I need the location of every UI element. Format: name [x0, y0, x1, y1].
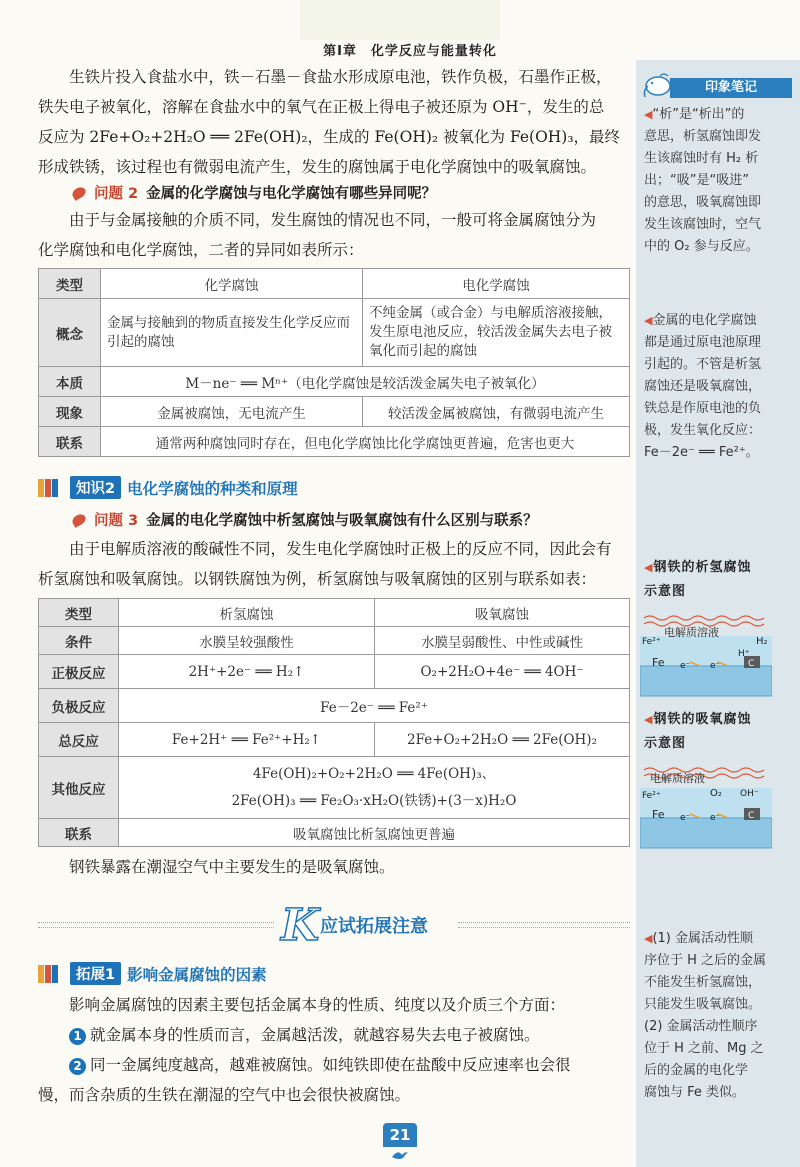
note-line: 出；“吸”是“吸进”: [644, 173, 749, 188]
table-cell: Fe－2e⁻ ══ Fe²⁺: [119, 689, 630, 723]
table-header: 类型: [39, 599, 119, 627]
table-row: [39, 599, 630, 627]
table-cell: 水膜呈较强酸性: [119, 627, 375, 655]
table-row: [39, 427, 630, 457]
table-row: [39, 299, 630, 367]
note-line: (2) 金属活动性顺序: [644, 1019, 758, 1034]
table-cell: Fe+2H⁺ ══ Fe²⁺+H₂↑: [119, 723, 375, 757]
sidebar-title: 印象笔记: [670, 78, 792, 98]
book-icon: [38, 479, 64, 497]
table-cell: 通常两种腐蚀同时存在，但电化学腐蚀比化学腐蚀更普遍，危害也更大: [101, 427, 630, 457]
section-tag: 知识2: [70, 476, 121, 499]
intro-paragraph: [38, 62, 630, 182]
note-line: Fe－2e⁻ ══ Fe²⁺。: [644, 445, 759, 460]
ion-label: Fe²⁺: [642, 637, 661, 647]
bird-icon: [390, 1149, 410, 1161]
gas-label: O₂: [710, 788, 722, 799]
list-item-text: 同一金属纯度越高，越难被腐蚀。如纯铁即使在盐酸中反应速率也会很: [90, 1056, 571, 1074]
note-line: 中的 O₂ 参与反应。: [644, 239, 759, 254]
question-text: 金属的电化学腐蚀中析氢腐蚀与吸氧腐蚀有什么区别与联系？: [146, 513, 538, 529]
ext1-body: [38, 990, 630, 1110]
question-text: 金属的化学腐蚀与电化学腐蚀有哪些异同呢？: [146, 186, 437, 202]
iron-label: Fe: [652, 656, 665, 669]
corrosion-comparison-table: [38, 268, 630, 457]
intro-line: 生铁片投入食盐水中，铁－石墨－食盐水形成原电池，铁作负极，石墨作正极，: [69, 68, 612, 86]
section-banner: [38, 900, 630, 950]
wave-line: [644, 616, 764, 620]
intro-line: 铁失电子被氧化，溶解在食盐水中的氧气在正极上得电子被还原为 OH⁻，发生的总: [38, 98, 605, 116]
note-line: 极，发生氧化反应：: [644, 423, 762, 438]
table-row: [39, 367, 630, 397]
gas-label: H₂: [756, 636, 768, 647]
note-line: 引起的。不管是析氢: [644, 357, 762, 372]
chapter-header: 第Ⅰ章 化学反应与能量转化: [323, 44, 497, 59]
dotted-divider: [38, 922, 274, 928]
table-header: 现象: [39, 397, 101, 427]
number-badge: 2: [69, 1058, 86, 1075]
electron-label: e⁻: [680, 813, 691, 823]
table-header: 联系: [39, 427, 101, 457]
note-line: 腐蚀还是吸氧腐蚀，: [644, 379, 762, 394]
note-line: 生该腐蚀时有 H₂ 析: [644, 151, 759, 166]
iron-layer: [640, 818, 772, 848]
table-cell: O₂+2H₂O+4e⁻ ══ 4OH⁻: [375, 655, 630, 689]
page-number: 21: [383, 1123, 417, 1147]
paragraph-line: 由于电解质溶液的酸碱性不同，发生电化学腐蚀时正极上的反应不同，因此会有: [69, 540, 612, 558]
elephant-icon: [640, 70, 674, 100]
carbon-label: C: [748, 811, 755, 821]
electron-label: e⁻: [680, 661, 691, 671]
table-cell: 化学腐蚀: [101, 269, 363, 299]
solution-label: 电解质溶液: [664, 626, 719, 639]
table-cell: 不纯金属（或合金）与电解质溶液接触，发生原电池反应，较活泼金属失去电子被氧化而引起的腐蚀: [363, 299, 630, 367]
paragraph-line: 化学腐蚀和电化学腐蚀，二者的异同如表所示：: [38, 241, 364, 259]
table-row: [39, 655, 630, 689]
table-cell: 较活泼金属被腐蚀，有微弱电流产生: [363, 397, 630, 427]
diagram-title-oxygen: ◀钢铁的吸氧腐蚀 示意图: [644, 708, 794, 756]
note-line: 腐蚀与 Fe 类似。: [644, 1085, 746, 1100]
ion-label: Fe²⁺: [642, 791, 661, 801]
equation-line: 4Fe(OH)₂+O₂+2H₂O ══ 4Fe(OH)₃、: [252, 765, 496, 782]
hydrogen-corrosion-diagram: [640, 610, 772, 698]
title-line: 示意图: [644, 736, 687, 751]
table-header: 其他反应: [39, 757, 119, 819]
electron-label: e⁻: [710, 661, 721, 671]
table-header: 总反应: [39, 723, 119, 757]
paragraph-line: 析氢腐蚀和吸氧腐蚀。以钢铁腐蚀为例，析氢腐蚀与吸氧腐蚀的区别与联系如表：: [38, 570, 597, 588]
table-header: 概念: [39, 299, 101, 367]
note-line: 后的金属的电化学: [644, 1063, 749, 1078]
iron-label: Fe: [652, 808, 665, 821]
section-title: 电化学腐蚀的种类和原理: [127, 479, 298, 498]
table-header: 负极反应: [39, 689, 119, 723]
title-line: 钢铁的吸氧腐蚀: [653, 712, 752, 727]
number-badge: 1: [69, 1028, 86, 1045]
table-row: [39, 819, 630, 847]
table-cell: 金属被腐蚀，无电流产生: [101, 397, 363, 427]
header-decoration: [300, 0, 500, 40]
question-label: 问题 3: [94, 513, 139, 529]
ion-label: H⁺: [738, 649, 750, 659]
table-cell: 析氢腐蚀: [119, 599, 375, 627]
list-item: [38, 1020, 630, 1050]
hydrogen-oxygen-corrosion-table: [38, 598, 630, 847]
note-line: 不能发生析氢腐蚀，: [644, 975, 762, 990]
note-line: 位于 H 之前、Mg 之: [644, 1041, 764, 1056]
note-line: 发生该腐蚀时，空气: [644, 217, 762, 232]
paragraph-line: 由于与金属接触的介质不同，发生腐蚀的情况也不同，一般可将金属腐蚀分为: [69, 211, 597, 229]
note-line: 都是通过原电池原理: [644, 335, 762, 350]
title-line: 示意图: [644, 584, 687, 599]
table-header: 联系: [39, 819, 119, 847]
table-row: [39, 269, 630, 299]
table-cell: 电化学腐蚀: [363, 269, 630, 299]
table-cell: 2H⁺+2e⁻ ══ H₂↑: [119, 655, 375, 689]
table-cell: [119, 757, 630, 819]
note-line: 意思，析氢腐蚀即发: [644, 129, 762, 144]
solution-label: 电解质溶液: [650, 772, 705, 785]
note-line: “析”是“析出”的: [652, 107, 745, 122]
table-cell: 金属与接触到的物质直接发生化学反应而引起的腐蚀: [101, 299, 363, 367]
table-row: [39, 757, 630, 819]
paragraph-line: 影响金属腐蚀的因素主要包括金属本身的性质、纯度以及介质三个方面：: [69, 996, 566, 1014]
table-header: 正极反应: [39, 655, 119, 689]
section-heading-ext1: [38, 962, 267, 985]
oxygen-corrosion-diagram: [640, 762, 772, 850]
dotted-divider: [458, 922, 630, 928]
intro-line: 形成铁锈，该过程也有微弱电流产生，发生的腐蚀属于电化学腐蚀中的吸氧腐蚀。: [38, 158, 597, 176]
table-cell: 吸氧腐蚀比析氢腐蚀更普遍: [119, 819, 630, 847]
table-header: 类型: [39, 269, 101, 299]
sidebar-header: [636, 70, 800, 100]
electron-label: e⁻: [710, 813, 721, 823]
iron-layer: [640, 666, 772, 696]
note-line: 只能发生吸氧腐蚀。: [644, 997, 762, 1012]
table-header: 条件: [39, 627, 119, 655]
sidebar-note-3: ◀(1) 金属活动性顺 序位于 H 之后的金属 不能发生析氢腐蚀， 只能发生吸氧腐蚀。 (2) 金属活动性顺序 位于 H 之前、Mg 之 后的金属的电化学 腐蚀与 Fe 类似。: [644, 928, 792, 1104]
table-row: [39, 689, 630, 723]
question-2: [72, 182, 436, 203]
intro-line: 反应为 2Fe+O₂+2H₂O ══ 2Fe(OH)₂，生成的 Fe(OH)₂ 被氧化为 Fe(OH)₃，最终: [38, 128, 621, 146]
q2-paragraph: [38, 205, 630, 265]
note-line: (1) 金属活动性顺: [652, 931, 754, 946]
section-heading-2: [38, 476, 298, 499]
carbon-label: C: [748, 659, 755, 669]
book-icon: [38, 965, 64, 983]
ion-label: OH⁻: [740, 789, 759, 799]
section-title: 影响金属腐蚀的因素: [127, 965, 267, 984]
note-line: 铁总是作原电池的负: [644, 401, 762, 416]
title-line: 钢铁的析氢腐蚀: [653, 560, 752, 575]
table-cell: 2Fe+O₂+2H₂O ══ 2Fe(OH)₂: [375, 723, 630, 757]
q3-paragraph: [38, 534, 630, 594]
leaf-icon: [70, 185, 87, 201]
table-row: [39, 723, 630, 757]
table-cell: 吸氧腐蚀: [375, 599, 630, 627]
list-item: [38, 1050, 630, 1080]
paragraph-line: 钢铁暴露在潮湿空气中主要发生的是吸氧腐蚀。: [69, 858, 395, 876]
table-row: [39, 627, 630, 655]
table-cell: 水膜呈弱酸性、中性或碱性: [375, 627, 630, 655]
equation-line: 2Fe(OH)₃ ══ Fe₂O₃·xH₂O(铁锈)+(3－x)H₂O: [231, 792, 517, 809]
note-line: 序位于 H 之后的金属: [644, 953, 767, 968]
table-row: [39, 397, 630, 427]
sidebar-note-1: ◀“析”是“析出”的 意思，析氢腐蚀即发 生该腐蚀时有 H₂ 析 出；“吸”是“吸进” 的意思，吸氧腐蚀即 发生该腐蚀时，空气 中的 O₂ 参与反应。: [644, 104, 792, 258]
banner-letter: K: [281, 900, 320, 951]
note-line: 的意思，吸氧腐蚀即: [644, 195, 762, 210]
leaf-icon: [70, 512, 87, 528]
note-line: 金属的电化学腐蚀: [652, 313, 757, 328]
table-cell: M－ne⁻ ══ Mⁿ⁺（电化学腐蚀是较活泼金属失电子被氧化）: [101, 367, 630, 397]
diagram-title-hydrogen: ◀钢铁的析氢腐蚀 示意图: [644, 556, 794, 604]
table-header: 本质: [39, 367, 101, 397]
question-label: 问题 2: [94, 186, 139, 202]
after-table-text: [38, 852, 630, 882]
question-3: [72, 509, 538, 530]
section-tag: 拓展1: [70, 962, 121, 985]
list-item-text: 就金属本身的性质而言，金属越活泼，就越容易失去电子被腐蚀。: [90, 1026, 540, 1044]
paragraph-line: 慢，而含杂质的生铁在潮湿的空气中也会很快被腐蚀。: [38, 1086, 411, 1104]
sidebar-note-2: ◀金属的电化学腐蚀 都是通过原电池原理 引起的。不管是析氢 腐蚀还是吸氧腐蚀， 铁总是作原电池的负 极，发生氧化反应： Fe－2e⁻ ══ Fe²⁺。: [644, 310, 792, 464]
banner-title: 应试拓展注意: [320, 916, 428, 937]
